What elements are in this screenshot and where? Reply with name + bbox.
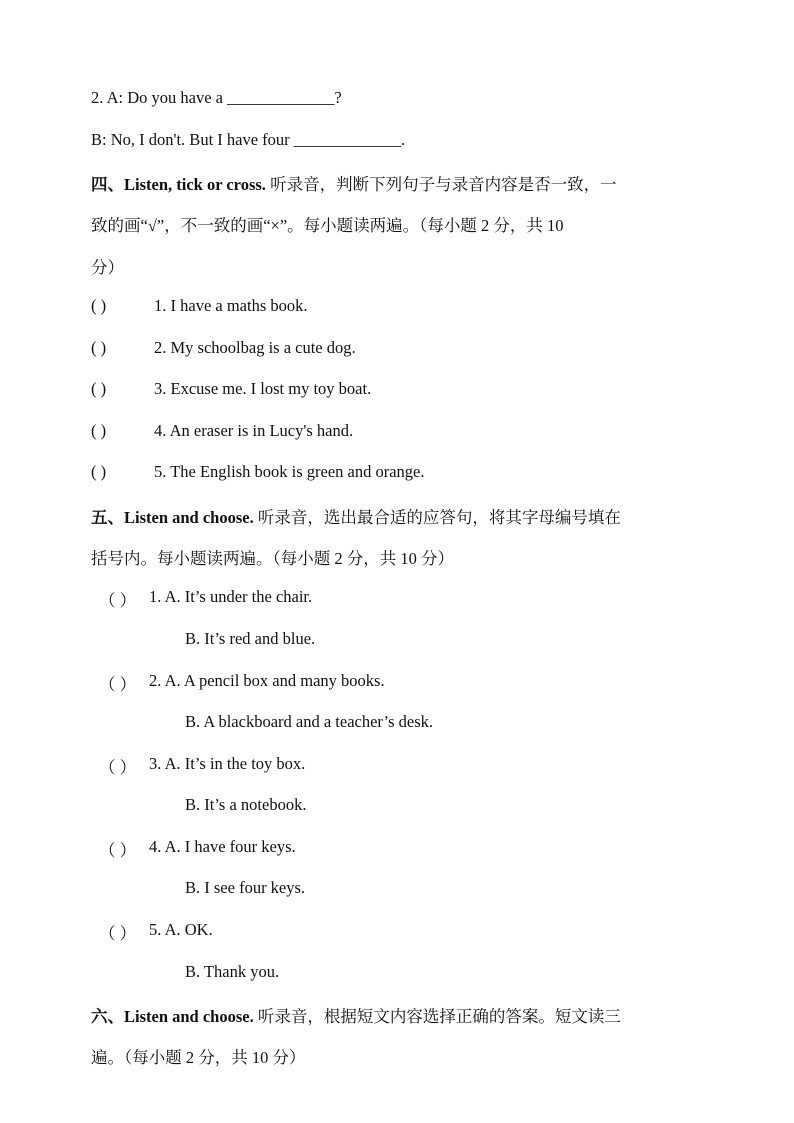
answer-paren[interactable]: （ ）	[99, 591, 137, 610]
statement-text: 4. An eraser is in Lucy's hand.	[154, 421, 354, 440]
part5-heading-line1	[91, 504, 621, 528]
answer-paren[interactable]: ( )	[91, 338, 107, 357]
option-a: 3. A. It’s in the toy box.	[149, 754, 306, 773]
part4-heading-line2: 致的画“√”，不一致的画“×”。每小题读两遍。（每小题 2 分，共 10	[91, 216, 564, 235]
answer-paren[interactable]: （ ）	[99, 758, 137, 777]
part6-heading-line1	[91, 1003, 621, 1027]
option-a: 4. A. I have four keys.	[149, 837, 296, 856]
part6-heading-zh: 听录音，根据短文内容选择正确的答案。短文读三	[253, 1007, 621, 1026]
option-b: B. It’s a notebook.	[185, 795, 307, 814]
answer-paren[interactable]: ( )	[91, 379, 107, 398]
part6-heading-en: Listen and choose.	[124, 1007, 254, 1026]
option-a: 1. A. It’s under the chair.	[149, 587, 313, 606]
option-b: B. A blackboard and a teacher’s desk.	[185, 712, 434, 731]
part4-heading-num: 四、	[91, 175, 124, 194]
statement-text: 5. The English book is green and orange.	[154, 462, 425, 481]
option-a: 2. A. A pencil box and many books.	[149, 671, 385, 690]
answer-paren[interactable]: （ ）	[99, 841, 137, 860]
part6-heading-num: 六、	[91, 1007, 124, 1026]
question-2b: B: No, I don't. But I have four _____________.	[91, 130, 406, 149]
part6-heading-line2: 遍。（每小题 2 分，共 10 分）	[91, 1048, 306, 1067]
option-b: B. I see four keys.	[185, 878, 306, 897]
statement-text: 2. My schoolbag is a cute dog.	[154, 338, 356, 357]
question-2a: 2. A: Do you have a _____________?	[91, 88, 342, 107]
part4-heading-en: Listen, tick or cross.	[124, 175, 266, 194]
part4-heading-line3: 分）	[91, 258, 124, 277]
answer-paren[interactable]: （ ）	[99, 924, 137, 943]
answer-paren[interactable]: ( )	[91, 421, 107, 440]
statement-text: 1. I have a maths book.	[154, 296, 308, 315]
answer-paren[interactable]: ( )	[91, 462, 107, 481]
option-b: B. It’s red and blue.	[185, 629, 316, 648]
answer-paren[interactable]: （ ）	[99, 675, 137, 694]
part5-heading-line2: 括号内。每小题读两遍。（每小题 2 分，共 10 分）	[91, 549, 454, 568]
statement-text: 3. Excuse me. I lost my toy boat.	[154, 379, 372, 398]
part5-heading-zh: 听录音，选出最合适的应答句，将其字母编号填在	[253, 508, 621, 527]
part5-heading-en: Listen and choose.	[124, 508, 254, 527]
answer-paren[interactable]: ( )	[91, 296, 107, 315]
part4-heading-zh: 听录音，判断下列句子与录音内容是否一致，一	[265, 175, 617, 194]
option-b: B. Thank you.	[185, 962, 280, 981]
part4-heading-line1	[91, 171, 617, 195]
part5-heading-num: 五、	[91, 508, 124, 527]
option-a: 5. A. OK.	[149, 920, 213, 939]
